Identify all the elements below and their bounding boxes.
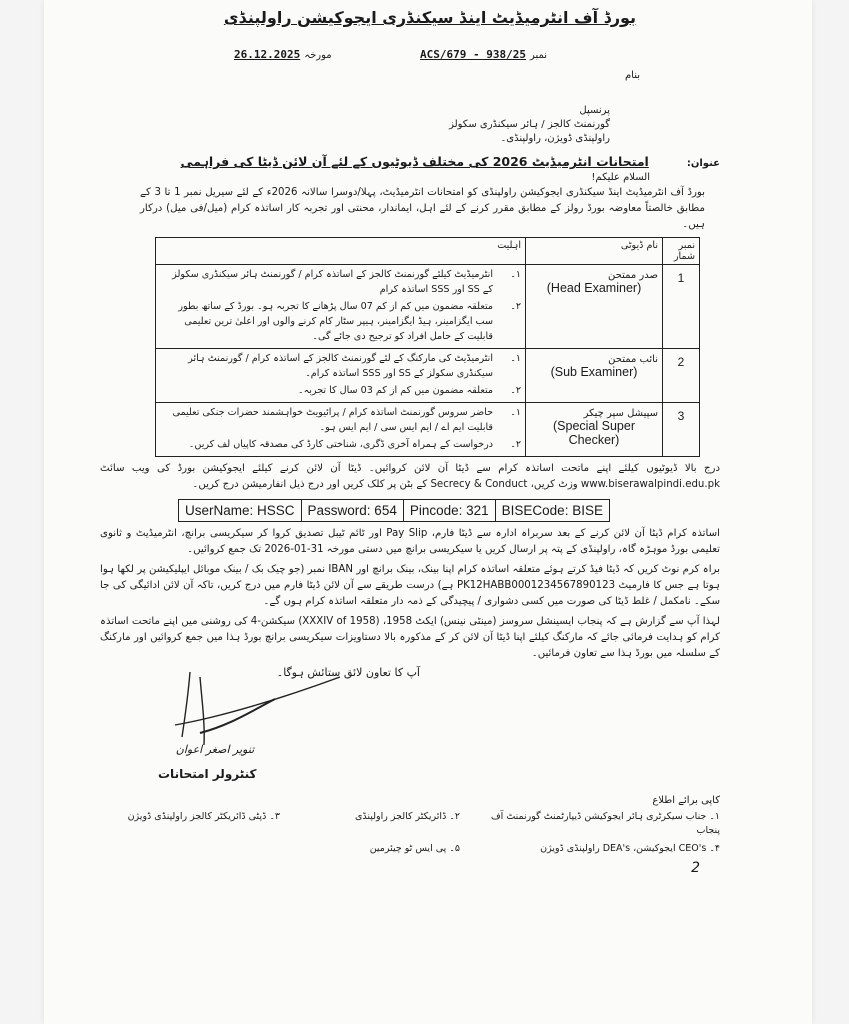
eligibility-item — [160, 267, 521, 297]
item-number: ۲۔ — [510, 439, 521, 450]
item-text: متعلقہ مضمون میں کم از کم 03 سال کا تجربہ۔ — [297, 385, 493, 396]
copy-item: ۲۔ ڈائریکٹر کالجز راولپنڈی — [354, 811, 460, 822]
row-eligibility — [156, 349, 526, 403]
eligibility-item — [160, 383, 521, 398]
subject-text: امتحانات انٹرمیڈیٹ 2026 کی مختلف ڈیوٹیوں کے لئے آن لائن ڈیٹا کی فراہمی — [180, 154, 649, 169]
duty-name-english: (Special Super Checker) — [553, 419, 635, 447]
duty-name-urdu: صدر ممتحن — [608, 270, 658, 281]
subject-row — [100, 154, 720, 169]
duty-name-urdu: سپیشل سپر چیکر — [583, 408, 658, 419]
table-row — [156, 403, 700, 457]
copy-list — [100, 810, 720, 856]
row-duty — [526, 265, 663, 349]
row-eligibility — [156, 403, 526, 457]
credentials-box — [178, 499, 610, 522]
copy-item: ۳۔ ڈپٹی ڈائریکٹر کالجز راولپنڈی ڈویژن — [127, 811, 280, 822]
iban-paragraph: براہ کرم نوٹ کریں کہ ڈیٹا فیڈ کرتے ہوئے متعلقہ اساتذہ کرام اپنا بینک، بینک برانچ اور IBAN نمبر (جو چیک بک / بینک موبائل ایپلیکیشن پر لکھا ہوا ہوتا ہے جس کا فارمیٹ PK12HABB0001234567890123 ہے) درست طریقے سے آن لائن ڈیٹا فارم میں درج کریں، تاکہ آن لائن ادائیگی کی جا سکے۔ نامکمل / غلط ڈیٹا کی صورت میں کسی دشواری / پیچیدگی کے ذمہ دار متعلقہ اساتذہ کرام ہوں گے۔ — [100, 564, 721, 607]
row-eligibility — [156, 265, 526, 349]
date-value: 26.12.2025 — [234, 48, 301, 61]
eligibility-item — [160, 351, 521, 381]
header-duty: نام ڈیوٹی — [526, 238, 663, 265]
item-text: درخواست کے ہمراہ آخری ڈگری، شناختی کارڈ کی مصدقہ کاپیاں لف کریں۔ — [188, 439, 493, 450]
eligibility-item — [160, 405, 521, 435]
eligibility-item — [160, 299, 521, 344]
page-mark: 2 — [691, 860, 700, 876]
credential-username: UserName: HSSC — [179, 500, 302, 521]
duty-name-english: (Sub Examiner) — [550, 365, 638, 379]
addressee-line: گورنمنٹ کالجز / ہائر سیکنڈری سکولز — [449, 119, 610, 130]
item-number: ۲۔ — [510, 385, 521, 396]
header-eligibility: اہلیت — [156, 238, 526, 265]
credential-pincode: Pincode: 321 — [404, 500, 496, 521]
copy-item: ۱۔ جناب سیکرٹری ہائر ایجوکیشن ڈیپارٹمنٹ گورنمنٹ آف پنجاب — [490, 811, 720, 836]
eligibility-item — [160, 437, 521, 452]
table-row — [156, 265, 700, 349]
table-header-row — [156, 238, 700, 265]
closing-line: آپ کا تعاون لائق ستائش ہوگا۔ — [276, 666, 420, 679]
row-serial: 1 — [663, 265, 700, 349]
duty-name-english: (Head Examiner) — [546, 281, 642, 295]
copy-item: ۵۔ پی ایس ٹو چیئرمین — [369, 843, 460, 854]
table-row — [156, 349, 700, 403]
copy-item: ۴۔ CEO's ایجوکیشن، DEA's راولپنڈی ڈویژن — [540, 843, 720, 854]
intro-paragraph: بورڈ آف انٹرمیڈیٹ اینڈ سیکنڈری ایجوکیشن راولپنڈی کو امتحانات انٹرمیڈیٹ، پہلا/دوسرا سالانہ 2026ء کے لئے سیریل نمبر 1 تا 3 کے مطابق خالصتاً معاوضہ بورڈ رولز کے مطابق مقرر کرنے کے لئے اہل، ایماندار، محنتی اور تجربہ کار اساتذہ کرام (میل/فی میل) درکار ہیں۔ — [140, 187, 706, 230]
item-text: حاضر سروس گورنمنٹ اساتذہ کرام / پرائیویٹ خواہشمند حضرات جنکی تعلیمی قابلیت ایم اے / ایم ایس سی / ایم ایس ہو۔ — [172, 407, 493, 433]
row-duty — [526, 349, 663, 403]
letterhead-title: بورڈ آف انٹرمیڈیٹ اینڈ سیکنڈری ایجوکیشن راولپنڈی — [223, 8, 637, 27]
row-serial: 3 — [663, 403, 700, 457]
instructions-paragraph: درج بالا ڈیوٹیوں کیلئے اپنے ماتحت اساتذہ کرام سے ڈیٹا آن لائن کروائیں۔ ڈیٹا آن لائن کرنے کیلئے ایجوکیشن بورڈ کی ویب سائٹ www.biserawalpindi.edu.pk وزٹ کریں، Secrecy & Conduct کے بٹن پر کلک کریں اور درج ذیل انفارمیشن درج کریں۔ — [100, 463, 720, 490]
addressee-line: پرنسپل — [579, 105, 610, 116]
item-number: ۱۔ — [510, 407, 521, 418]
item-number: ۱۔ — [510, 269, 521, 280]
credential-password: Password: 654 — [302, 500, 404, 521]
row-duty — [526, 403, 663, 457]
ref-number-label: نمبر — [529, 50, 548, 61]
signature-area — [100, 681, 720, 791]
addressee-line: راولپنڈی ڈویژن، راولپنڈی۔ — [500, 133, 610, 144]
subject-label: عنوان: — [686, 158, 720, 169]
letter-body — [100, 0, 720, 876]
header-serial: نمبر شمار — [663, 238, 700, 265]
item-text: متعلقہ مضمون میں کم از کم 07 سال پڑھانے کا تجربہ ہو۔ بورڈ کے ساتھ بطور سب ایگزامینر، ہیڈ ایگزامینر، ہیپر سٹار کام کرنے والوں اور اعلیٰ ترین تعلیمی قابلیت کے حامل افراد کو ترجیح دی جائے گی۔ — [178, 301, 493, 342]
duty-name-urdu: نائب ممتحن — [608, 354, 658, 365]
item-number: ۲۔ — [510, 301, 521, 312]
salutation: السلام علیکم! — [591, 172, 650, 183]
item-number: ۱۔ — [510, 353, 521, 364]
duties-table — [155, 237, 720, 457]
copy-to-label: کاپی برائے اطلاع — [652, 795, 720, 806]
to-label: بنام — [624, 70, 640, 81]
row-serial: 2 — [663, 349, 700, 403]
ref-number-value: ACS/679 - 938/25 — [420, 48, 526, 61]
item-text: انٹرمیڈیٹ کی مارکنگ کے لئے گورنمنٹ کالجز کے اساتذہ کرام / گورنمنٹ ہائر سیکنڈری سکولز کے SS اور SSS اساتذہ کرام۔ — [188, 353, 493, 379]
signer-title: کنٹرولر امتحانات — [158, 767, 257, 781]
credential-bise-code: BISECode: BISE — [501, 503, 603, 518]
request-paragraph: لہذا آپ سے گزارش ہے کہ پنجاب ایسینشل سروسز (مینٹی نینس) ایکٹ 1958، (XXXIV of 1958) سیکشن-4 کی روشنی میں اپنے ماتحت اساتذہ کرام کو ہدایت فرمائی جائے کہ مارکنگ کیلئے اپنا ڈیٹا آن لائن کر کے مذکورہ بالا دستاویزات سیکریسی برانچ بورڈ ہذا میں جمع کروائیں اور مارکنگ کے سلسلہ میں بورڈ ہذا سے تعاون فرمائیں۔ — [100, 616, 720, 659]
submission-paragraph: اساتذہ کرام ڈیٹا آن لائن کرنے کے بعد سربراہ ادارہ سے ڈیٹا فارم، Pay Slip اور ٹائم ٹیبل تصدیق کروا کر سیکریسی برانچ، انٹرمیڈیٹ و ثانوی تعلیمی بورڈ موہڑہ گاہ، راولپنڈی کے پتہ پر ارسال کریں یا سیکریسی برانچ میں دستی مورخہ 31-01-2026 تک جمع کروائیں۔ — [100, 528, 720, 555]
item-text: انٹرمیڈیٹ کیلئے گورنمنٹ کالجز کے اساتذہ کرام / گورنمنٹ ہائر سیکنڈری سکولز کے SS اور SSS اساتذہ کرام — [172, 269, 493, 295]
signer-name: تنویر اصغر اعوان — [175, 743, 255, 756]
date-label: مورخہ — [304, 50, 332, 61]
